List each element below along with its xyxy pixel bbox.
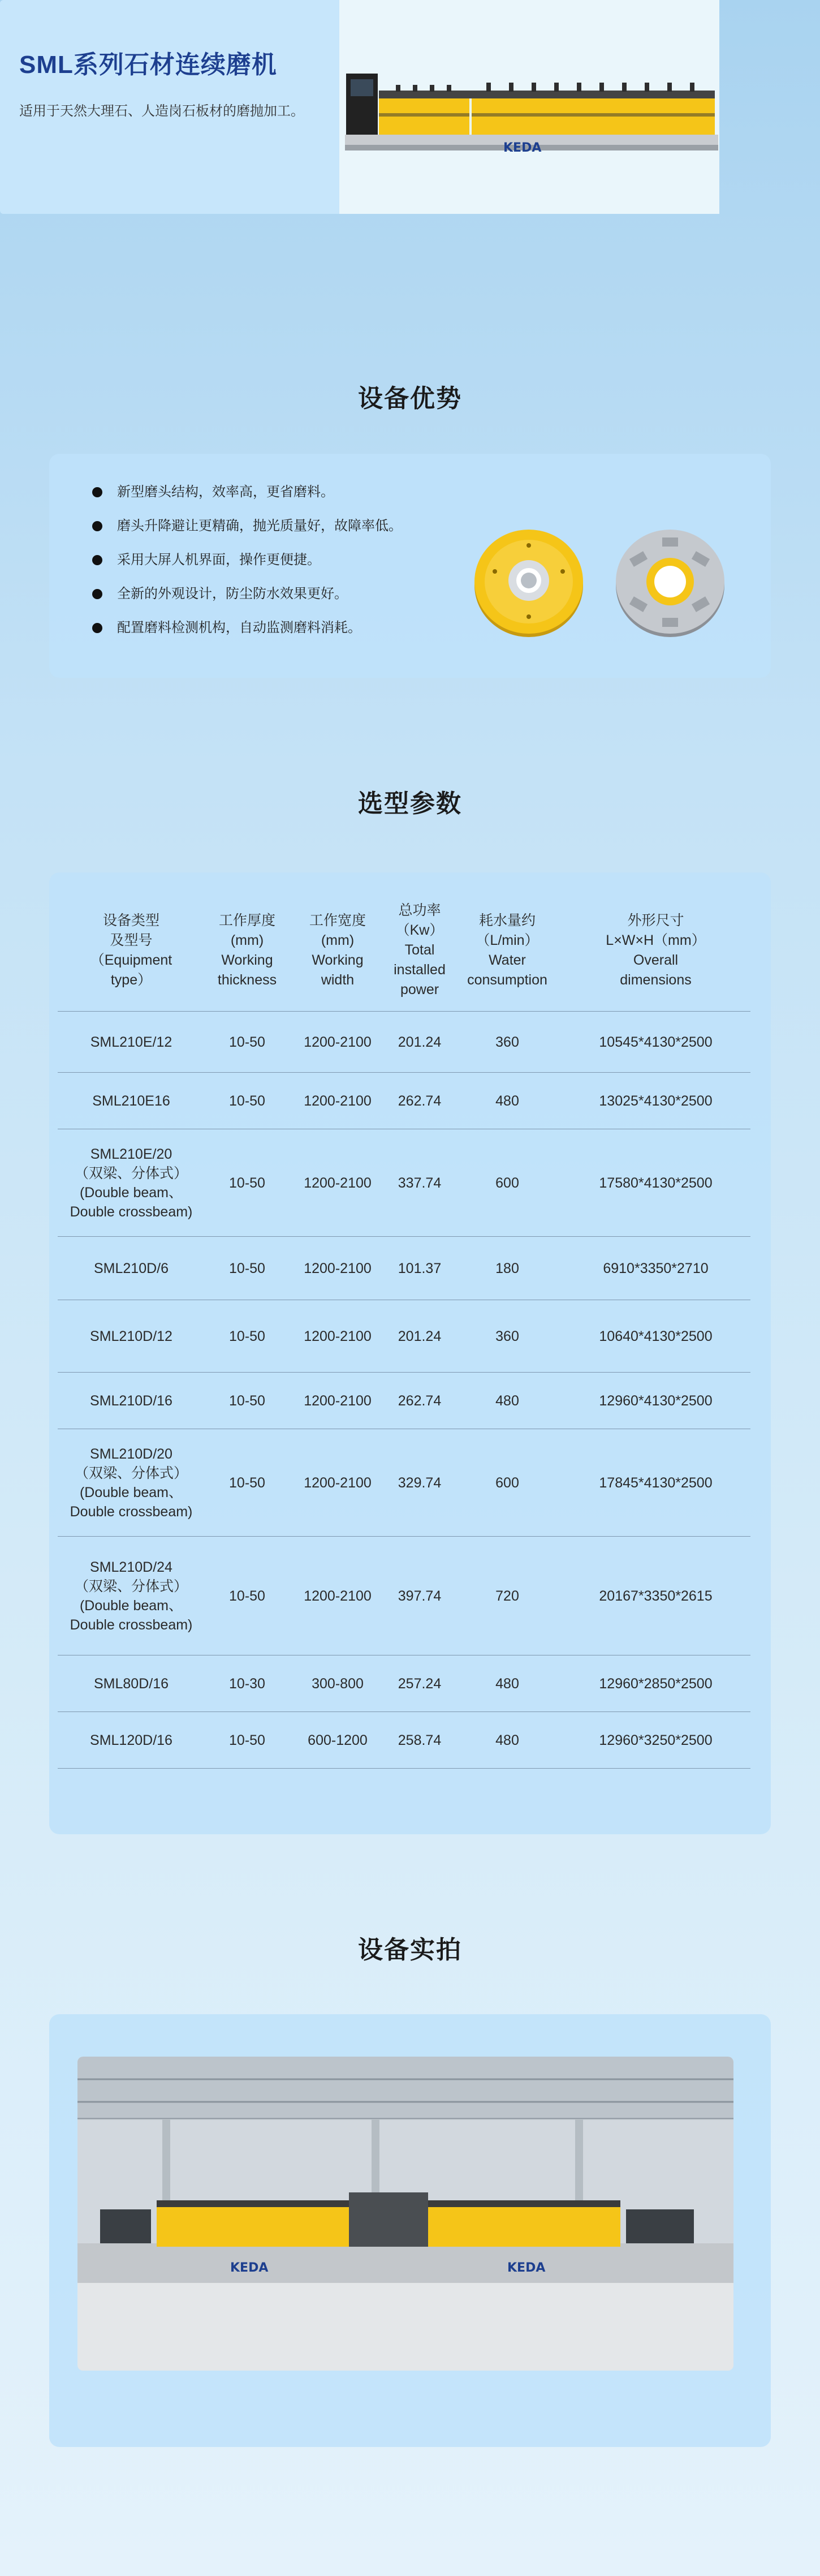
dimensions-cell: 17580*4130*2500 (561, 1129, 750, 1237)
power-cell: 257.24 (386, 1655, 454, 1712)
model-line: (Double beam、 (79, 1184, 183, 1201)
dimensions-cell: 12960*4130*2500 (561, 1373, 750, 1429)
water-cell: 360 (454, 1012, 561, 1073)
width-cell: 1200-2100 (290, 1129, 386, 1237)
width-cell: 1200-2100 (290, 1300, 386, 1373)
model-line: SML210E16 (92, 1093, 170, 1109)
hero-card (0, 0, 719, 214)
power-cell: 337.74 (386, 1129, 454, 1237)
spec-header-line: 耗水量约 (478, 912, 536, 928)
spec-header-line: installed (394, 962, 446, 978)
water-cell: 600 (454, 1129, 561, 1237)
width-cell: 1200-2100 (290, 1237, 386, 1300)
spec-header-cell (561, 895, 750, 1012)
advantages-card (49, 454, 771, 678)
water-cell: 480 (454, 1073, 561, 1129)
model-cell (58, 1129, 205, 1237)
advantage-item (92, 549, 402, 583)
spec-table-row (58, 1537, 750, 1655)
spec-header-line: （L/min） (476, 932, 539, 948)
spec-header-cell (58, 895, 205, 1012)
thickness-cell: 10-50 (205, 1073, 290, 1129)
spec-header-line: Overall (633, 952, 679, 968)
model-cell (58, 1012, 205, 1073)
spec-header-cell (454, 895, 561, 1012)
width-cell: 1200-2100 (290, 1429, 386, 1537)
power-cell: 201.24 (386, 1300, 454, 1373)
spec-header-cell (290, 895, 386, 1012)
thickness-cell: 10-50 (205, 1712, 290, 1769)
dimensions-cell: 17845*4130*2500 (561, 1429, 750, 1537)
advantage-item (92, 481, 402, 515)
dimensions-cell: 6910*3350*2710 (561, 1237, 750, 1300)
spec-header-line: Total (404, 942, 435, 958)
spec-header-line: （Equipment (90, 952, 172, 968)
photos-card (49, 2014, 771, 2447)
hero-description: 适用于天然大理石、人造岗石板材的磨抛加工。 (19, 104, 304, 119)
advantages-list (92, 481, 402, 651)
bullet-icon (92, 521, 102, 531)
spec-header-line: (mm) (321, 932, 355, 948)
model-cell (58, 1373, 205, 1429)
specs-title: 选型参数 (358, 790, 462, 818)
model-line: Double crossbeam) (70, 1616, 193, 1633)
advantage-text: 全新的外观设计，防尘防水效果更好。 (117, 586, 348, 601)
spec-header-line: Working (312, 952, 364, 968)
width-cell: 1200-2100 (290, 1073, 386, 1129)
spec-header-line: thickness (217, 971, 277, 988)
spec-header-line: consumption (467, 971, 547, 988)
factory-illustration (77, 2057, 733, 2371)
thickness-cell: 10-50 (205, 1373, 290, 1429)
spec-header-line: 工作宽度 (309, 912, 366, 928)
spec-table-row (58, 1237, 750, 1300)
model-line: SML120D/16 (90, 1732, 172, 1748)
spec-header-line: (mm) (230, 932, 264, 948)
spec-header-line: 及型号 (110, 932, 153, 948)
model-cell (58, 1537, 205, 1655)
width-cell: 1200-2100 (290, 1373, 386, 1429)
model-line: SML210D/24 (90, 1559, 172, 1575)
specs-card (49, 872, 771, 1834)
model-line: SML210E/20 (90, 1146, 172, 1162)
spec-header-line: type） (110, 971, 152, 988)
model-line: SML210E/12 (90, 1034, 172, 1050)
thickness-cell: 10-50 (205, 1012, 290, 1073)
model-line: SML210D/6 (93, 1260, 169, 1276)
hero-title: SML系列石材连续磨机 (19, 51, 277, 79)
model-line: (Double beam、 (79, 1597, 183, 1614)
dimensions-cell: 20167*3350*2615 (561, 1537, 750, 1655)
bullet-icon (92, 589, 102, 599)
model-line: （双梁、分体式） (74, 1578, 188, 1594)
dimensions-cell: 10545*4130*2500 (561, 1012, 750, 1073)
model-line: SML210D/12 (90, 1328, 172, 1344)
spec-header-cell (386, 895, 454, 1012)
thickness-cell: 10-50 (205, 1237, 290, 1300)
photos-title: 设备实拍 (358, 1936, 462, 1964)
hero-logo: KEDA (503, 141, 542, 155)
advantage-text: 采用大屏人机界面，操作更便捷。 (117, 552, 321, 567)
spec-header-cell (205, 895, 290, 1012)
bullet-icon (92, 623, 102, 633)
advantage-item (92, 515, 402, 549)
model-cell (58, 1237, 205, 1300)
spec-header-line: dimensions (620, 971, 692, 988)
water-cell: 360 (454, 1300, 561, 1373)
spec-table-row (58, 1129, 750, 1237)
thickness-cell: 10-30 (205, 1655, 290, 1712)
spec-table-row (58, 1429, 750, 1537)
water-cell: 480 (454, 1373, 561, 1429)
spec-header-line: （Kw） (395, 922, 444, 938)
machine-logo-right: KEDA (507, 2261, 546, 2275)
spec-header-line: 外形尺寸 (627, 912, 684, 928)
dimensions-cell: 10640*4130*2500 (561, 1300, 750, 1373)
power-cell: 262.74 (386, 1073, 454, 1129)
thickness-cell: 10-50 (205, 1537, 290, 1655)
power-cell: 201.24 (386, 1012, 454, 1073)
spec-header-line: 总功率 (398, 902, 441, 918)
thickness-cell: 10-50 (205, 1300, 290, 1373)
spec-header-line: L×W×H（mm） (606, 932, 706, 948)
model-line: （双梁、分体式） (74, 1465, 188, 1481)
advantage-text: 新型磨头结构，效率高，更省磨料。 (117, 484, 334, 500)
width-cell: 1200-2100 (290, 1012, 386, 1073)
water-cell: 600 (454, 1429, 561, 1537)
model-cell (58, 1655, 205, 1712)
spec-table (58, 895, 750, 1769)
spec-table-row (58, 1373, 750, 1429)
spec-header-row (58, 895, 750, 1012)
bullet-icon (92, 487, 102, 497)
water-cell: 480 (454, 1655, 561, 1712)
factory-photo (77, 2057, 733, 2371)
width-cell: 600-1200 (290, 1712, 386, 1769)
spec-header-line: Water (489, 952, 526, 968)
spec-header-line: power (400, 982, 439, 997)
spec-header-line: 工作厚度 (218, 912, 275, 928)
machine-image (339, 0, 719, 214)
dimensions-cell: 12960*2850*2500 (561, 1655, 750, 1712)
water-cell: 480 (454, 1712, 561, 1769)
model-line: SML80D/16 (93, 1675, 169, 1692)
model-line: （双梁、分体式） (74, 1165, 188, 1181)
spec-table-row (58, 1300, 750, 1373)
thickness-cell: 10-50 (205, 1129, 290, 1237)
advantages-title: 设备优势 (358, 385, 462, 412)
water-cell: 180 (454, 1237, 561, 1300)
bullet-icon (92, 555, 102, 565)
spec-table-row (58, 1712, 750, 1769)
width-cell: 300-800 (290, 1655, 386, 1712)
dimensions-cell: 12960*3250*2500 (561, 1712, 750, 1769)
spec-table-body (58, 1012, 750, 1769)
model-line: SML210D/16 (90, 1392, 172, 1409)
silver-grinding-disc-image (614, 526, 727, 639)
water-cell: 720 (454, 1537, 561, 1655)
power-cell: 397.74 (386, 1537, 454, 1655)
spec-header-line: 设备类型 (102, 912, 159, 928)
power-cell: 101.37 (386, 1237, 454, 1300)
advantage-item (92, 617, 402, 651)
spec-header-line: Working (221, 952, 273, 968)
advantage-item (92, 583, 402, 617)
thickness-cell: 10-50 (205, 1429, 290, 1537)
width-cell: 1200-2100 (290, 1537, 386, 1655)
spec-header-line: width (321, 971, 355, 988)
power-cell: 258.74 (386, 1712, 454, 1769)
machine-illustration (339, 0, 719, 214)
yellow-grinding-disc-image (472, 526, 585, 639)
model-cell (58, 1300, 205, 1373)
model-line: (Double beam、 (79, 1484, 183, 1500)
model-cell (58, 1712, 205, 1769)
advantage-text: 配置磨料检测机构，自动监测磨料消耗。 (117, 620, 361, 635)
model-line: Double crossbeam) (70, 1203, 193, 1220)
power-cell: 262.74 (386, 1373, 454, 1429)
model-line: Double crossbeam) (70, 1503, 193, 1520)
spec-table-row (58, 1655, 750, 1712)
model-cell (58, 1429, 205, 1537)
power-cell: 329.74 (386, 1429, 454, 1537)
model-line: SML210D/20 (90, 1446, 172, 1462)
spec-table-row (58, 1073, 750, 1129)
dimensions-cell: 13025*4130*2500 (561, 1073, 750, 1129)
advantage-text: 磨头升降避让更精确，抛光质量好，故障率低。 (117, 518, 402, 534)
machine-logo-left: KEDA (230, 2261, 269, 2275)
spec-table-row (58, 1012, 750, 1073)
model-cell (58, 1073, 205, 1129)
